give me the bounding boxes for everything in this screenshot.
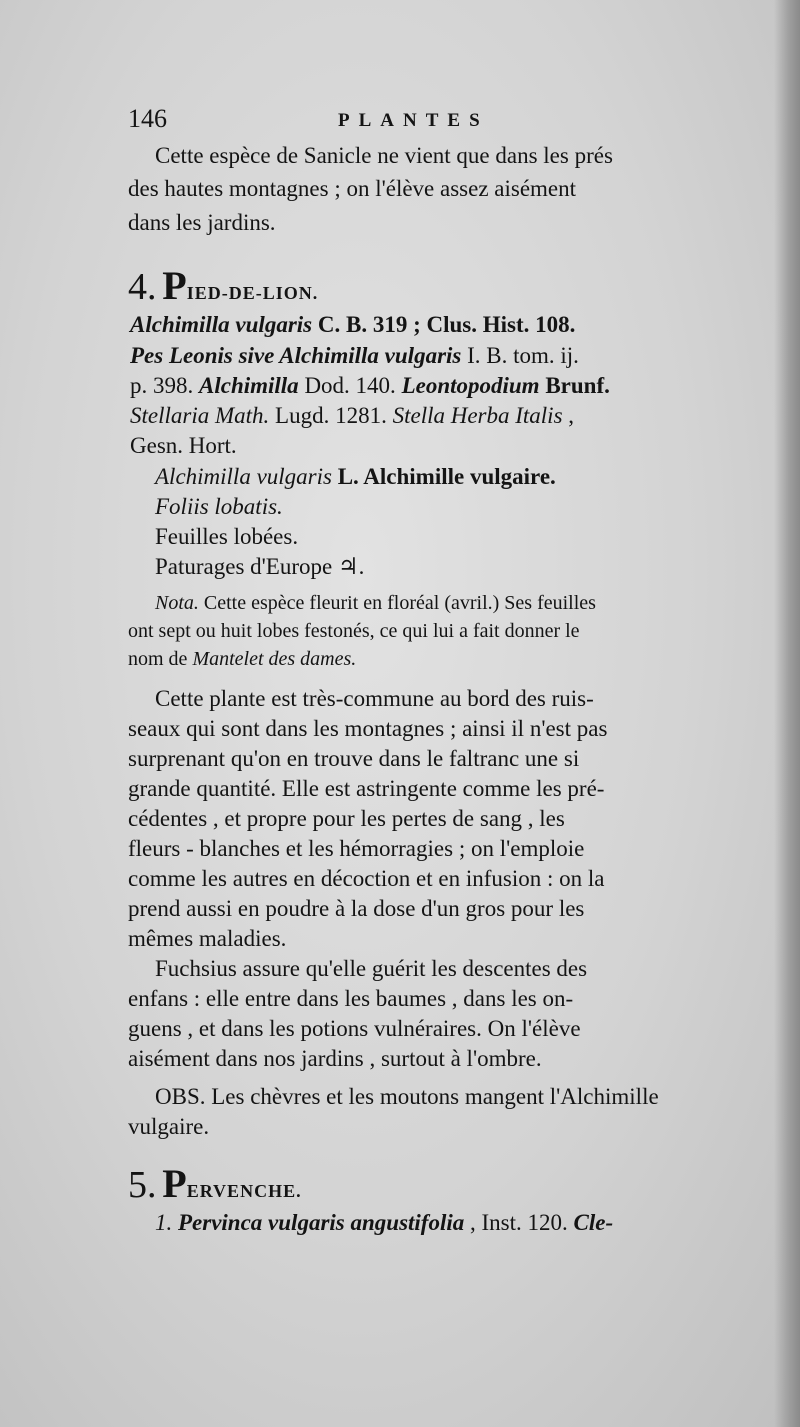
para1-line-7: comme les autres en décoction et en infusion : on la [128,866,605,891]
para1-line-8: prend aussi en poudre à la dose d'un gros pour les [128,896,585,921]
synonym-line-1 [130,312,575,338]
synonym-4-mid: Lugd. 1281. [269,403,393,428]
intro-line-2: des hautes montagnes ; on l'élève assez aisément [128,176,577,201]
synonym-4-rest: , [562,403,575,428]
synonym-4-italic-1: Stellaria Math. [130,403,270,428]
synonym-3-mid: Dod. 140. [298,373,402,398]
intro-line-3: dans les jardins. [128,210,276,235]
synonym-3-italic-1: Alchimilla [199,373,299,398]
entry-4-number: 4. [128,266,157,308]
entry-5-heading [128,1160,302,1207]
para1-line-1: Cette plante est très-commune au bord des ruis- [155,686,594,711]
linne-italic: Alchimilla vulgaris [155,464,332,489]
entry-4-title: IED-DE-LION. [186,283,319,303]
synonym-3-rest: Brunf. [539,373,610,398]
synonym-4-italic-2: Stella Herba Italis [392,403,563,428]
para1-line-4: grande quantité. Elle est astringente comme les pré- [128,776,605,801]
synonym-1-italic: Alchimilla vulgaris [130,312,313,337]
nota-italic: Mantelet des dames. [192,648,357,670]
para1-line-5: cédentes , et propre pour les pertes de sang , les [128,806,565,831]
nota-line-3 [128,648,356,671]
entry-4-heading [128,262,318,309]
synonym-line-2 [130,343,579,369]
obs-line-2: vulgaire. [128,1114,210,1139]
entry-5-initial: P [162,1161,187,1206]
synonym-line-5: Gesn. Hort. [130,433,237,458]
entry-5-syn-italic: Pervinca vulgaris angustifolia [178,1210,465,1235]
running-title: PLANTES [338,110,489,131]
synonym-2-rest: I. B. tom. ij. [461,343,579,368]
nota-line-2: ont sept ou huit lobes festonés, ce qui lui a fait donner le [128,620,580,642]
synonym-3-italic-2: Leontopodium [401,373,540,398]
entry-4-initial: P [162,263,187,308]
linne-line [155,464,556,490]
habitat-line: Paturages d'Europe ♃. [155,554,365,579]
synonym-line-3 [130,373,610,399]
para2-line-4: aisément dans nos jardins , surtout à l'ombre. [128,1046,542,1071]
synonym-1-rest: C. B. 319 ; Clus. Hist. 108. [312,312,576,337]
synonym-3-pre: p. 398. [130,373,199,398]
para1-line-6: fleurs - blanches et les hémorragies ; on l'emploie [128,836,585,861]
intro-line-1: Cette espèce de Sanicle ne vient que dans les prés [155,143,613,168]
folia-line: Foliis lobatis. [155,494,283,519]
synonym-2-italic: Pes Leonis sive Alchimilla vulgaris [130,343,462,368]
nota-text-1: Cette espèce fleurit en floréal (avril.) Ses feuilles [198,592,596,614]
nota-line-1 [155,592,596,615]
entry-5-synonym [155,1210,613,1236]
nota-label: Nota. [155,592,199,614]
nota-text-3: nom de [128,648,193,670]
para1-line-9: mêmes maladies. [128,926,287,951]
entry-5-syn-pre: 1. [155,1210,178,1235]
entry-5-syn-mid: , Inst. 120. [464,1210,574,1235]
page-edge-shadow [774,0,800,1427]
obs-line-1: OBS. Les chèvres et les moutons mangent l'Alchimille [155,1084,659,1109]
para1-line-2: seaux qui sont dans les montagnes ; ainsi il n'est pas [128,716,608,741]
para1-line-3: surprenant qu'on en trouve dans le faltranc une si [128,746,580,771]
page-number: 146 [128,104,167,133]
para2-line-2: enfans : elle entre dans les baumes , dans les on- [128,986,574,1011]
para2-line-1: Fuchsius assure qu'elle guérit les descentes des [155,956,588,981]
entry-5-title: ERVENCHE. [186,1181,302,1201]
entry-5-syn-end: Cle- [573,1210,614,1235]
synonym-line-4 [130,403,574,429]
para2-line-3: guens , et dans les potions vulnéraires. On l'élève [128,1016,581,1041]
entry-5-number: 5. [128,1164,157,1206]
feuilles-line: Feuilles lobées. [155,524,299,549]
linne-rest: L. Alchimille vulgaire. [331,464,556,489]
